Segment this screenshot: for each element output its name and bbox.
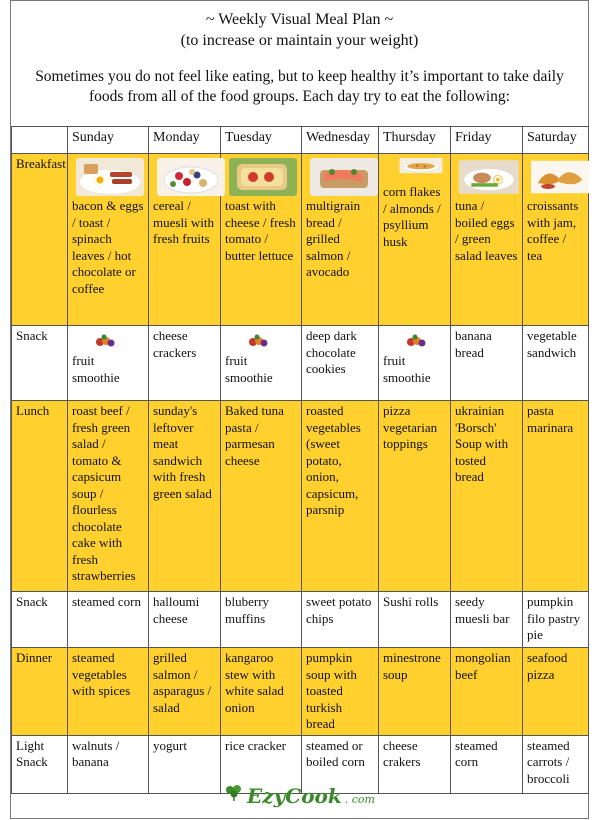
light-snack-cell-tuesday: rice cracker bbox=[221, 735, 302, 793]
dinner-cell-friday: mongolian beef bbox=[451, 648, 523, 736]
breakfast-cell-thursday bbox=[379, 154, 451, 326]
light-snack-cell-saturday: steamed carrots / broccoli bbox=[523, 735, 589, 793]
corner-cell bbox=[12, 127, 68, 154]
breakfast-text-thursday: corn flakes / almonds / psyllium husk bbox=[383, 184, 441, 249]
footer bbox=[11, 783, 588, 808]
light-snack-cell-monday: yogurt bbox=[149, 735, 221, 793]
snack2-cell-monday: halloumi cheese bbox=[149, 592, 221, 648]
day-header-row bbox=[12, 127, 589, 154]
snack1-cell-saturday: vegetable sandwich bbox=[523, 326, 589, 401]
row-label-breakfast: Breakfast bbox=[12, 154, 68, 326]
breakfast-text-monday: cereal / muesli with fresh fruits bbox=[153, 198, 215, 246]
day-header-thursday: Thursday bbox=[379, 127, 451, 154]
breakfast-text-tuesday: toast with cheese / fresh tomato / butter lettuce bbox=[225, 198, 296, 263]
snack2-cell-sunday: steamed corn bbox=[68, 592, 149, 648]
light-snack-cell-friday: steamed corn bbox=[451, 735, 523, 793]
breakfast-cell-wednesday bbox=[302, 154, 379, 326]
light-snack-cell-wednesday: steamed or boiled corn bbox=[302, 735, 379, 793]
meal-plan-table bbox=[11, 126, 589, 794]
breakfast-row bbox=[12, 154, 589, 326]
snack2-cell-friday: seedy muesli bar bbox=[451, 592, 523, 648]
lunch-cell-monday: sunday's leftover meat sandwich with fresh green salad bbox=[149, 401, 221, 592]
light-snack-cell-sunday: walnuts / banana bbox=[68, 735, 149, 793]
row-label-snack: Snack bbox=[12, 326, 68, 401]
breakfast-cereal-fruit-photo bbox=[157, 158, 225, 196]
dinner-row bbox=[12, 648, 589, 736]
breakfast-toast-tomato-photo bbox=[229, 158, 297, 196]
logo-suffix: . com bbox=[344, 793, 375, 806]
snack2-row bbox=[12, 592, 589, 648]
breakfast-text-saturday: croissants with jam, coffee / tea bbox=[527, 198, 579, 263]
page-subtitle: (to increase or maintain your weight) bbox=[180, 32, 419, 49]
lunch-cell-wednesday: roasted vegetables (sweet potato, onion, capsicum, parsnip bbox=[302, 401, 379, 592]
snack2-cell-tuesday: bluberry muffins bbox=[221, 592, 302, 648]
row-label-lunch: Lunch bbox=[12, 401, 68, 592]
dinner-cell-tuesday: kangaroo stew with white salad onion bbox=[221, 648, 302, 736]
day-header-sunday: Sunday bbox=[68, 127, 149, 154]
breakfast-bacon-eggs-photo bbox=[76, 158, 144, 196]
day-header-monday: Monday bbox=[149, 127, 221, 154]
dinner-cell-sunday: steamed vegetables with spices bbox=[68, 648, 149, 736]
breakfast-text-sunday: bacon & eggs / toast / spinach leaves / hot chocolate or coffee bbox=[72, 198, 144, 296]
fruit-smoothie-icon bbox=[403, 333, 429, 349]
day-header-tuesday: Tuesday bbox=[221, 127, 302, 154]
lunch-cell-saturday: pasta marinara bbox=[523, 401, 589, 592]
snack2-cell-saturday: pumpkin filo pastry pie bbox=[523, 592, 589, 648]
snack2-cell-thursday: Sushi rolls bbox=[379, 592, 451, 648]
day-header-friday: Friday bbox=[451, 127, 523, 154]
snack1-cell-sunday bbox=[68, 326, 149, 401]
snack1-row bbox=[12, 326, 589, 401]
light-snack-cell-thursday: cheese crakers bbox=[379, 735, 451, 793]
breakfast-cell-sunday bbox=[68, 154, 149, 326]
snack2-cell-wednesday: sweet potato chips bbox=[302, 592, 379, 648]
ezycook-logo[interactable] bbox=[224, 783, 375, 808]
snack1-text-tuesday: fruit smoothie bbox=[225, 353, 273, 385]
snack1-cell-thursday bbox=[379, 326, 451, 401]
breakfast-salmon-photo bbox=[310, 158, 378, 196]
row-label-light-snack: Light Snack bbox=[12, 735, 68, 793]
meal-plan-page bbox=[10, 0, 589, 819]
snack1-cell-tuesday bbox=[221, 326, 302, 401]
breakfast-croissants-photo bbox=[531, 158, 589, 196]
breakfast-cell-tuesday bbox=[221, 154, 302, 326]
lunch-cell-tuesday: Baked tuna pasta / parmesan cheese bbox=[221, 401, 302, 592]
dinner-cell-saturday: seafood pizza bbox=[523, 648, 589, 736]
day-header-wednesday: Wednesday bbox=[302, 127, 379, 154]
breakfast-cell-monday bbox=[149, 154, 221, 326]
dinner-cell-wednesday: pumpkin soup with toasted turkish bread bbox=[302, 648, 379, 736]
row-label-snack: Snack bbox=[12, 592, 68, 648]
logo-text: EzyCook bbox=[247, 784, 342, 808]
parsley-leaf-icon bbox=[224, 783, 244, 803]
snack1-text-sunday: fruit smoothie bbox=[72, 353, 120, 385]
breakfast-cell-saturday bbox=[523, 154, 589, 326]
dinner-cell-monday: grilled salmon / asparagus / salad bbox=[149, 648, 221, 736]
day-header-saturday: Saturday bbox=[523, 127, 589, 154]
snack1-cell-wednesday: deep dark chocolate cookies bbox=[302, 326, 379, 401]
page-title: ~ Weekly Visual Meal Plan ~ bbox=[205, 11, 394, 28]
breakfast-cell-friday bbox=[451, 154, 523, 326]
breakfast-tuna-eggs-photo bbox=[459, 158, 519, 196]
breakfast-text-friday: tuna / boiled eggs / green salad leaves bbox=[455, 198, 518, 263]
snack1-cell-monday: cheese crackers bbox=[149, 326, 221, 401]
snack1-cell-friday: banana bread bbox=[451, 326, 523, 401]
lunch-cell-thursday: pizza vegetarian toppings bbox=[379, 401, 451, 592]
row-label-dinner: Dinner bbox=[12, 648, 68, 736]
breakfast-text-wednesday: multigrain bread / grilled salmon / avocado bbox=[306, 198, 361, 279]
intro-text: Sometimes you do not feel like eating, but to keep healthy it’s important to take daily foods from all of the food groups. Each day try to eat the following: bbox=[35, 68, 564, 105]
fruit-smoothie-icon bbox=[245, 333, 271, 349]
lunch-cell-sunday: roast beef / fresh green salad / tomato & capsicum soup / flourless chocolate cake with fresh strawberries bbox=[68, 401, 149, 592]
lunch-row bbox=[12, 401, 589, 592]
breakfast-cornflakes-photo bbox=[387, 158, 455, 182]
dinner-cell-thursday: minestrone soup bbox=[379, 648, 451, 736]
lunch-cell-friday: ukrainian 'Borsch' Soup with tosted bread bbox=[451, 401, 523, 592]
fruit-smoothie-icon bbox=[92, 333, 118, 349]
snack1-text-thursday: fruit smoothie bbox=[383, 353, 431, 385]
